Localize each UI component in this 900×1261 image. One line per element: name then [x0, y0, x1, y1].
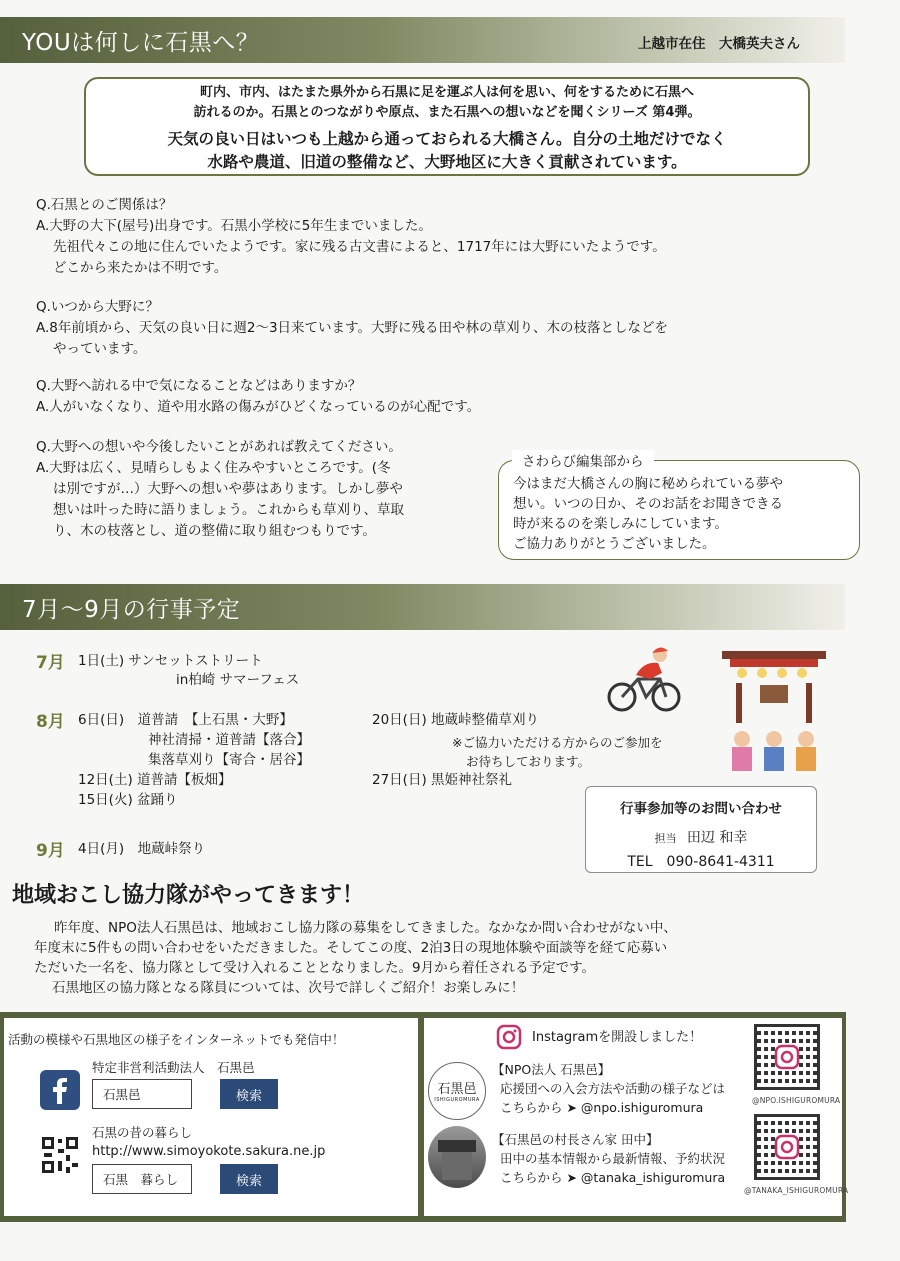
question-3: Q.大野へ訪れる中で気になることなどはありますか？	[36, 378, 362, 394]
contact-phone: TEL 090-8641-4311	[627, 854, 775, 870]
question-2: Q.いつから大野に？	[36, 299, 159, 315]
interview-title: YOUは何しに石黒へ？	[22, 29, 260, 56]
event-aug-6: 6日(日) 道普請 【上石黒・大野】	[78, 712, 293, 728]
cooperation-line-2: 年度末に5件もの問い合わせをいただきました。そしてこの度、2泊3日の現地体験や面談等を経て応募い	[34, 940, 668, 956]
event-aug-12: 12日(土) 道普請【板畑】	[78, 772, 232, 788]
contact-name: 田辺 和幸	[686, 830, 748, 846]
month-august: 8月	[36, 712, 65, 732]
interviewee-name: 上越市在住 大橋英夫さん	[638, 36, 800, 52]
events-title: 7月～9月の行事予定	[22, 596, 241, 623]
npo-instagram-handle[interactable]: こちらから ➤ @npo.ishiguromura	[500, 1100, 704, 1115]
contact-role: 担当	[654, 832, 677, 845]
website-qr-code-icon	[40, 1135, 80, 1175]
editor-note-box	[498, 460, 860, 560]
contact-box	[585, 786, 817, 873]
instagram-title: Instagramを開設しました！	[532, 1030, 703, 1045]
answer-1-line-3: どこから来たかは不明です。	[53, 260, 228, 276]
month-september: 9月	[36, 841, 65, 861]
event-jul-1-venue: in柏崎 サマーフェス	[176, 672, 300, 688]
cooperation-paragraph	[20, 918, 820, 998]
npo-logo-sub: ISHIGUROMURA	[434, 1097, 480, 1103]
cooperation-title: 地域おこし協力隊がやってきます！	[12, 883, 365, 908]
tanaka-instagram-handle[interactable]: こちらから ➤ @tanaka_ishiguromura	[500, 1170, 726, 1185]
npo-instagram-line-1: 応援団への入会方法や活動の様子などは	[500, 1081, 726, 1096]
month-july: 7月	[36, 653, 65, 673]
cooperation-line-4: 石黒地区の協力隊となる隊員については、次号で詳しくご紹介！お楽しみに！	[52, 980, 525, 996]
answer-1-line-1: A.大野の大下(屋号)出身です。石黒小学校に5年生までいました。	[36, 218, 432, 234]
npo-qr-instagram-icon	[757, 1027, 817, 1087]
tanaka-house-photo	[428, 1126, 486, 1188]
event-aug-20: 20日(日) 地蔵峠整備草刈り	[372, 712, 540, 728]
event-jul-1: 1日(土) サンセットストリート	[78, 653, 263, 669]
intro-box	[84, 77, 810, 176]
tanaka-qr-instagram-icon	[757, 1117, 817, 1177]
qa-block-4	[36, 437, 404, 542]
intro-text-1: 町内、市内、はたまた県外から石黒に足を運ぶ人は何を思い、何をするために石黒へ	[199, 85, 694, 100]
editor-note-line-4: ご協力ありがとうございました。	[513, 536, 716, 552]
tanaka-instagram-line-1: 田中の基本情報から最新情報、予約状況	[500, 1151, 726, 1166]
answer-4-line-3: 想いは叶った時に語りましょう。これからも草刈り、草取	[53, 502, 404, 518]
intro-text-2: 訪れるのか。石黒とのつながりや原点、また石黒への想いなどを聞くシリーズ 第4弾。	[193, 105, 701, 120]
answer-2-line-2: やっています。	[53, 341, 147, 357]
website-search-button[interactable]: 検索	[220, 1164, 278, 1194]
website-search-input[interactable]: 石黒 暮らし	[92, 1164, 192, 1194]
event-aug-20-note-1: ※ご協力いただける方からのご参加を	[452, 735, 663, 750]
facebook-search-input[interactable]: 石黒邑	[92, 1079, 192, 1109]
answer-4-line-1: A.大野は広く、見晴らしもよく住みやすいところです。(冬	[36, 460, 391, 476]
website-name: 石黒の昔の暮らし	[92, 1125, 193, 1140]
editor-note-line-2: 想い。いつの日か、そのお話をお聞きできる	[513, 496, 783, 512]
facebook-org-name: 特定非営利活動法人 石黒邑	[92, 1060, 255, 1075]
festival-illustration	[718, 643, 830, 775]
lead-text-1: 天気の良い日はいつも上越から通っておられる大橋さん。自分の土地だけでなく	[167, 130, 727, 148]
contact-title: 行事参加等のお問い合わせ	[620, 801, 782, 817]
npo-logo-text: 石黒邑	[437, 1082, 477, 1097]
qa-block-3	[36, 376, 480, 418]
event-aug-27: 27日(日) 黒姫神社祭礼	[372, 772, 513, 788]
answer-3-line-1: A.人がいなくなり、道や用水路の傷みがひどくなっているのが心配です。	[36, 399, 481, 415]
answer-1-line-2: 先祖代々この地に住んでいたようです。家に残る古文書によると、1717年には大野にいたようです。	[53, 239, 666, 255]
editor-note-tag: さわらび編集部から	[512, 450, 654, 470]
lead-text-2: 水路や農道、旧道の整備など、大野地区に大きく貢献されています。	[207, 153, 687, 171]
answer-2-line-1: A.8年前頃から、天気の良い日に週2～3日来ています。大野に残る田や林の草刈り、木の枝落としなどを	[36, 320, 668, 336]
footer-left-title: 活動の模様や石黒地区の様子をインターネットでも発信中！	[8, 1032, 345, 1047]
cyclist-illustration	[606, 643, 682, 715]
event-sep-4: 4日(月) 地蔵峠祭り	[78, 841, 206, 857]
facebook-search-button[interactable]: 検索	[220, 1079, 278, 1109]
event-aug-15: 15日(火) 盆踊り	[78, 792, 178, 808]
question-1: Q.石黒とのご関係は？	[36, 197, 173, 213]
website-url-link[interactable]: http://www.simoyokote.sakura.ne.jp	[92, 1144, 326, 1159]
event-aug-6b: 神社清掃・道普請【落合】	[148, 732, 310, 748]
qa-block-2	[36, 297, 668, 360]
instagram-icon	[496, 1024, 522, 1050]
tanaka-qr-code[interactable]	[754, 1114, 820, 1180]
answer-4-line-2: は別ですが…）大野への想いや夢はあります。しかし夢や	[53, 481, 403, 497]
npo-qr-label: @NPO.ISHIGUROMURA	[752, 1096, 841, 1105]
npo-qr-code[interactable]	[754, 1024, 820, 1090]
event-aug-20-note-2: お待ちしております。	[466, 754, 591, 769]
npo-instagram-title: 【NPO法人 石黒邑】	[492, 1062, 611, 1077]
cooperation-line-1: 昨年度、NPO法人石黒邑は、地域おこし協力隊の募集をしてきました。なかなか問い合わせがない中、	[54, 920, 677, 936]
cooperation-line-3: ただいた一名を、協力隊として受け入れることとなりました。9月から着任される予定です。	[34, 960, 596, 976]
footer-left-panel	[4, 1018, 418, 1216]
npo-logo	[428, 1062, 486, 1120]
editor-note-line-1: 今はまだ大橋さんの胸に秘められている夢や	[513, 476, 783, 492]
footer-right-panel	[424, 1018, 849, 1216]
tanaka-instagram-title: 【石黒邑の村長さん家 田中】	[492, 1132, 659, 1147]
question-4: Q.大野への想いや今後したいことがあれば教えてください。	[36, 439, 402, 455]
editor-note-line-3: 時が来るのを楽しみにしています。	[513, 516, 728, 532]
event-aug-6c: 集落草刈り【寄合・居谷】	[148, 752, 310, 768]
events-header-band	[0, 584, 845, 630]
qa-block-1	[36, 195, 666, 279]
tanaka-qr-label: @TANAKA_ISHIGUROMURA	[744, 1186, 849, 1195]
answer-4-line-4: り、木の枝落とし、道の整備に取り組むつもりです。	[53, 523, 376, 539]
facebook-icon[interactable]	[40, 1070, 80, 1110]
